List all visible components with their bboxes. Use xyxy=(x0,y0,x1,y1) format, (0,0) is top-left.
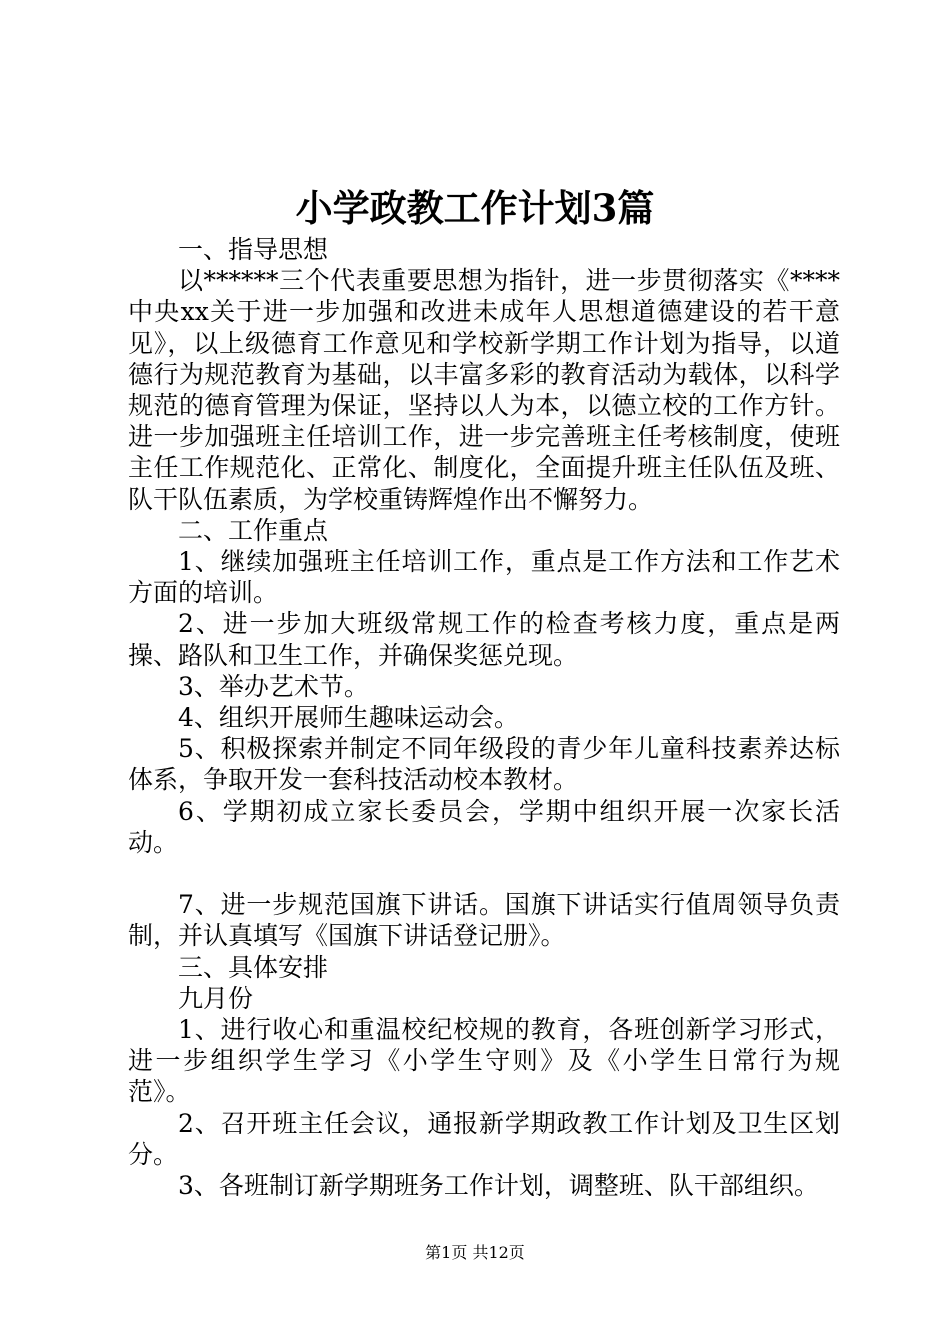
list-item-september-3: 3、各班制订新学期班务工作计划，调整班、队干部组织。 xyxy=(178,1171,819,1201)
section-heading-work-focus: 二、工作重点 xyxy=(178,515,329,545)
blank-line xyxy=(128,858,840,889)
month-heading-september: 九月份 xyxy=(178,983,254,1013)
section-heading-arrangement: 三、具体安排 xyxy=(178,952,329,982)
page-number-footer: 第1页 共12页 xyxy=(425,1243,525,1262)
list-item-focus-6: 6、学期初成立家长委员会，学期中组织开展一次家长活动。 xyxy=(128,796,840,857)
list-item-focus-3: 3、举办艺术节。 xyxy=(178,671,369,701)
section-heading-guiding-ideology: 一、指导思想 xyxy=(178,235,329,264)
list-item-focus-5: 5、积极探索并制定不同年级段的青少年儿童科技素养达标体系，争取开发一套科技活动校本教材。 xyxy=(128,734,840,795)
list-item-focus-7: 7、进一步规范国旗下讲话。国旗下讲话实行值周领导负责制，并认真填写《国旗下讲话登记册》。 xyxy=(128,890,840,951)
list-item-focus-1: 1、继续加强班主任培训工作，重点是工作方法和工作艺术方面的培训。 xyxy=(128,547,840,608)
list-item-september-2: 2、召开班主任会议，通报新学期政教工作计划及卫生区划分。 xyxy=(128,1108,840,1169)
list-item-focus-4: 4、组织开展师生趣味运动会。 xyxy=(178,703,519,733)
document-title: 小学政教工作计划3篇 xyxy=(295,186,655,230)
document-body xyxy=(128,234,840,1201)
paragraph-guiding-ideology: 以******三个代表重要思想为指针，进一步贯彻落实《****中央xx关于进一步加强和改进未成年人思想道德建设的若干意见》，以上级德育工作意见和学校新学期工作计划为指导，以道德行为规范教育为基础，以丰富多彩的教育活动为载体，以科学规范的德育管理为保证，坚持以人为本，以德立校的工作方针。进一步加强班主任培训工作，进一步完善班主任考核制度，使班主任工作规范化、正常化、制度化，全面提升班主任队伍及班、队干队伍素质，为学校重铸辉煌作出不懈努力。 xyxy=(128,266,840,514)
list-item-focus-2: 2、进一步加大班级常规工作的检查考核力度，重点是两操、路队和卫生工作，并确保奖惩兑现。 xyxy=(128,609,840,670)
list-item-september-1: 1、进行收心和重温校纪校规的教育，各班创新学习形式，进一步组织学生学习《小学生守则》及《小学生日常行为规范》。 xyxy=(128,1015,840,1107)
